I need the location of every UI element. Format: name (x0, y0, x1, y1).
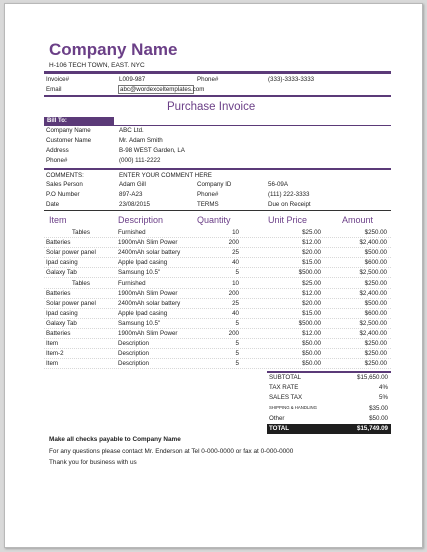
cell-item: Ipad casing (46, 259, 78, 267)
cell-amount: $500.00 (364, 299, 387, 307)
header-quantity: Quantity (197, 215, 231, 225)
cell-quantity: 5 (235, 360, 239, 368)
cell-quantity: 200 (228, 239, 239, 247)
totals-value: $50.00 (369, 414, 388, 422)
detail-label: Phone# (197, 191, 219, 198)
bill-to-value: Mr. Adam Smith (119, 137, 163, 144)
detail-value: 897-A23 (119, 191, 143, 198)
total-row (267, 424, 391, 434)
cell-quantity: 5 (235, 269, 239, 277)
cell-amount: $2,400.00 (359, 289, 387, 297)
cell-unit-price: $500.00 (298, 269, 321, 277)
comments-value: ENTER YOUR COMMENT HERE (119, 172, 212, 179)
table-row (44, 279, 391, 289)
totals-label: TOTAL (269, 425, 290, 432)
detail-value: (111) 222-3333 (268, 191, 310, 198)
cell-quantity: 25 (232, 299, 239, 307)
bill-to-value: ABC Ltd. (119, 127, 144, 134)
cell-amount: $2,500.00 (359, 319, 387, 327)
cell-quantity: 200 (228, 330, 239, 337)
cell-quantity: 5 (235, 340, 239, 348)
bill-to-underline (44, 125, 391, 126)
totals-row (267, 393, 391, 402)
cell-item: Galaxy Tab (46, 319, 77, 327)
totals-label: TAX RATE (269, 384, 299, 392)
table-row (44, 309, 391, 319)
table-row (44, 329, 391, 339)
totals-value: $15,749.09 (357, 425, 388, 432)
cell-quantity: 10 (232, 229, 239, 236)
detail-label: P.O Number (46, 191, 80, 198)
table-row (44, 299, 391, 309)
email-field: abc@wordexceltemplates.com (120, 86, 205, 93)
bill-to-label: Address (46, 147, 69, 154)
cell-description: Samsung 10.5" (118, 319, 161, 327)
cell-quantity: 5 (235, 350, 239, 358)
cell-amount: $600.00 (364, 259, 387, 267)
table-row (44, 289, 391, 299)
bill-to-label: Company Name (46, 127, 91, 134)
cell-amount: $250.00 (364, 340, 387, 348)
cell-item: Item (46, 340, 59, 348)
cell-item: Tables (72, 229, 90, 236)
cell-unit-price: $25.00 (302, 279, 321, 287)
detail-label: Company ID (197, 181, 232, 188)
table-row (44, 228, 391, 238)
detail-label: Sales Person (46, 181, 83, 188)
cell-unit-price: $12.00 (302, 330, 321, 337)
questions-note: For any questions please contact Mr. Enderson at Tel 0-000-0000 or fax at 0-000-0000 (49, 448, 294, 455)
cell-description: Description (118, 340, 149, 348)
cell-description: 2400mAh solar battery (118, 249, 181, 257)
totals-row (267, 383, 391, 392)
totals-row (267, 373, 391, 382)
invoice-label: Invoice# (46, 76, 70, 83)
totals-label: SHIPPING & HANDLING (269, 404, 317, 410)
cell-quantity: 200 (228, 289, 239, 297)
totals-value: $35.00 (369, 404, 388, 412)
cell-description: Furnished (118, 229, 146, 236)
cell-description: 1900mAh Slim Power (118, 239, 178, 247)
cell-amount: $2,500.00 (359, 269, 387, 277)
bill-to-value: B-98 WEST Garden, LA (119, 147, 185, 154)
bill-to-heading: Bill To: (44, 117, 114, 125)
cell-item: Batteries (46, 289, 71, 297)
detail-label: TERMS (197, 201, 219, 208)
bill-to-label: Customer Name (46, 137, 92, 144)
table-row (44, 238, 391, 248)
totals-value: 5% (379, 394, 388, 402)
cell-item: Batteries (46, 239, 71, 247)
cell-description: Apple Ipad casing (118, 309, 168, 317)
cell-item: Solar power panel (46, 249, 96, 257)
cell-description: 1900mAh Slim Power (118, 289, 178, 297)
cell-quantity: 40 (232, 259, 239, 267)
cell-amount: $600.00 (364, 309, 387, 317)
table-row (44, 268, 391, 278)
cell-amount: $2,400.00 (359, 239, 387, 247)
table-row (44, 349, 391, 359)
comments-label: COMMENTS: (46, 172, 84, 179)
header-description: Description (118, 215, 164, 225)
table-row (44, 248, 391, 258)
bill-to-value: (000) 111-2222 (119, 157, 161, 164)
cell-quantity: 40 (232, 309, 239, 317)
cell-item: Item-2 (46, 350, 64, 358)
cell-description: Description (118, 350, 149, 358)
totals-label: SUBTOTAL (269, 374, 302, 381)
table-row (44, 258, 391, 268)
cell-description: Samsung 10.5" (118, 269, 161, 277)
totals-value: $15,650.00 (357, 374, 388, 381)
company-name: Company Name (49, 40, 178, 59)
detail-value: Due on Receipt (268, 201, 311, 208)
cell-amount: $250.00 (364, 229, 387, 236)
phone-label: Phone# (197, 76, 219, 83)
invoice-page (4, 3, 423, 548)
company-address: H-106 TECH TOWN, EAST. NYC (49, 62, 145, 69)
checks-note: Make all checks payable to Company Name (49, 436, 181, 443)
totals-value: 4% (379, 384, 388, 392)
cell-unit-price: $50.00 (302, 340, 321, 348)
thanks-note: Thank you for business with us (49, 459, 137, 466)
cell-unit-price: $12.00 (302, 239, 321, 247)
table-row (44, 319, 391, 329)
cell-quantity: 25 (232, 249, 239, 257)
detail-value: 23/08/2015 (119, 201, 150, 208)
cell-description: Description (118, 360, 149, 368)
cell-unit-price: $15.00 (302, 309, 321, 317)
cell-unit-price: $50.00 (302, 350, 321, 358)
cell-item: Tables (72, 279, 90, 287)
email-label: Email (46, 86, 62, 93)
cell-quantity: 10 (232, 279, 239, 287)
cell-amount: $250.00 (364, 360, 387, 368)
cell-unit-price: $12.00 (302, 289, 321, 297)
invoice-title: Purchase Invoice (167, 101, 256, 113)
cell-amount: $250.00 (364, 279, 387, 287)
header-item: Item (49, 215, 67, 225)
totals-label: Other (269, 414, 285, 422)
cell-amount: $250.00 (364, 350, 387, 358)
cell-item: Galaxy Tab (46, 269, 77, 277)
header-amount: Amount (342, 215, 374, 225)
cell-description: Apple Ipad casing (118, 259, 168, 267)
phone-number: (333)-3333-3333 (268, 76, 315, 83)
detail-value: Adam Gill (119, 181, 146, 188)
details-divider (44, 210, 391, 211)
cell-item: Solar power panel (46, 299, 96, 307)
cell-quantity: 5 (235, 319, 239, 327)
bill-to-divider (44, 168, 391, 170)
cell-description: 1900mAh Slim Power (118, 330, 178, 337)
header-unit-price: Unit Price (268, 215, 308, 225)
cell-amount: $500.00 (364, 249, 387, 257)
email-divider (44, 95, 391, 97)
cell-unit-price: $20.00 (302, 249, 321, 257)
cell-item: Ipad casing (46, 309, 78, 317)
cell-description: 2400mAh solar battery (118, 299, 181, 307)
totals-row (267, 414, 391, 423)
cell-item: Batteries (46, 330, 71, 337)
cell-unit-price: $15.00 (302, 259, 321, 267)
header-divider (44, 71, 391, 74)
cell-item: Item (46, 360, 59, 368)
cell-unit-price: $20.00 (302, 299, 321, 307)
detail-label: Date (46, 201, 60, 208)
cell-amount: $2,400.00 (359, 330, 387, 337)
detail-value: 56-09A (268, 181, 288, 188)
totals-label: SALES TAX (269, 394, 303, 402)
invoice-number: L009-987 (119, 76, 146, 83)
totals-row (267, 404, 391, 413)
cell-description: Furnished (118, 279, 146, 287)
cell-unit-price: $500.00 (298, 319, 321, 327)
table-row (44, 339, 391, 349)
cell-unit-price: $50.00 (302, 360, 321, 368)
table-row (44, 359, 391, 369)
bill-to-label: Phone# (46, 157, 68, 164)
cell-unit-price: $25.00 (302, 229, 321, 236)
